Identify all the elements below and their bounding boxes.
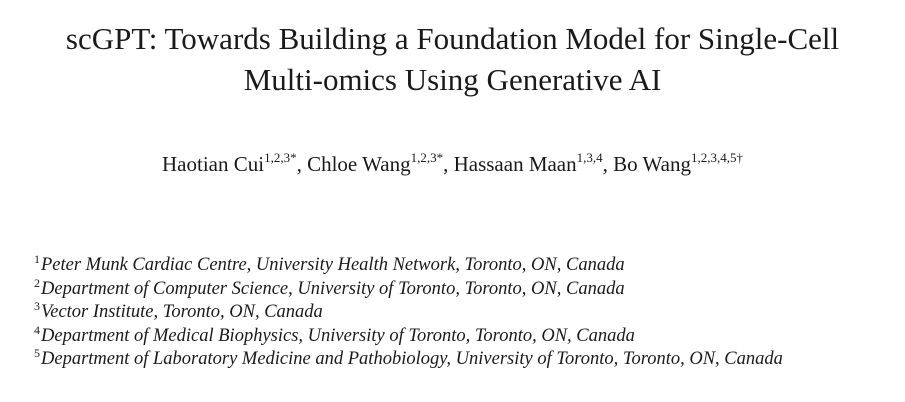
author-name: Bo Wang — [613, 152, 691, 176]
title-line-2: Multi-omics Using Generative AI — [243, 62, 662, 97]
author-separator: , — [296, 152, 308, 176]
affiliation-number: 2 — [34, 275, 40, 290]
author-name: Hassaan Maan — [453, 152, 577, 176]
affiliation-item — [34, 348, 884, 372]
affiliation-text: Department of Computer Science, University of Toronto, Toronto, ON, Canada — [41, 278, 625, 299]
affiliation-number: 1 — [34, 252, 40, 266]
title-line-1: scGPT: Towards Building a Foundation Model for Single-Cell — [65, 21, 840, 56]
affiliation-number: 3 — [34, 299, 40, 313]
affiliation-text: Vector Institute, Toronto, ON, Canada — [41, 302, 323, 322]
author-separator: , — [443, 152, 454, 176]
author-affiliation-marks: 1,2,3* — [264, 150, 297, 165]
affiliation-item — [34, 275, 884, 302]
affiliation-item — [34, 322, 884, 349]
author-separator: , — [602, 152, 614, 176]
affiliation-number: 4 — [34, 322, 40, 337]
affiliation-list — [34, 254, 884, 372]
affiliation-item — [34, 301, 884, 325]
affiliation-text: Peter Munk Cardiac Centre, University Health Network, Toronto, ON, Canada — [41, 255, 625, 275]
affiliation-item — [34, 254, 884, 278]
author-affiliation-marks: 1,2,3,4,5† — [690, 150, 743, 165]
affiliation-text: Department of Laboratory Medicine and Pathobiology, University of Toronto, Toronto, ON, Canada — [41, 349, 783, 369]
paper-title — [0, 18, 905, 100]
author-name: Haotian Cui — [162, 152, 265, 176]
author-affiliation-marks: 1,2,3* — [410, 150, 444, 165]
author-list — [0, 150, 905, 178]
author-name: Chloe Wang — [307, 152, 411, 176]
affiliation-text: Department of Medical Biophysics, University of Toronto, Toronto, ON, Canada — [41, 325, 635, 346]
affiliation-number: 5 — [34, 346, 40, 360]
author-affiliation-marks: 1,3,4 — [576, 150, 603, 165]
